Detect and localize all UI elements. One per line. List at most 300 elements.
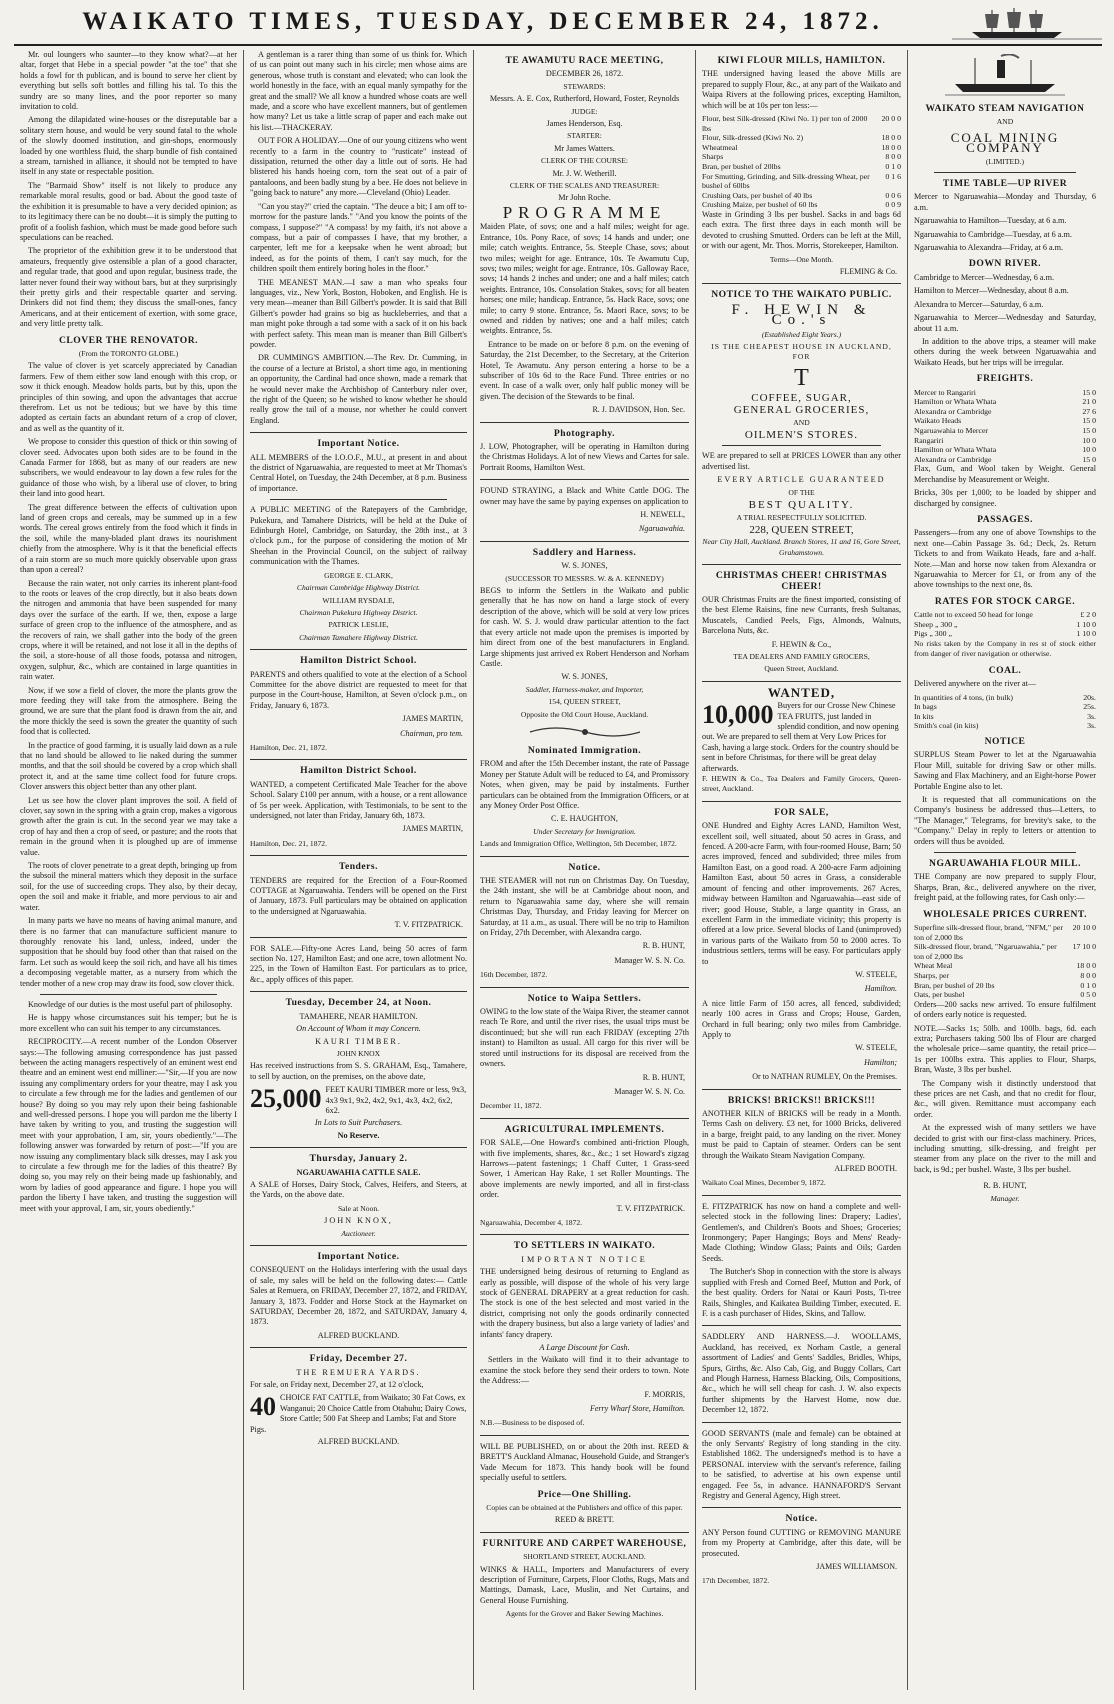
divider xyxy=(702,681,901,682)
price-row xyxy=(914,981,1096,991)
article-paragraph: The "Barmaid Show" itself is not likely to produce any remarkable moral results, good or bad. About the good taste of the exhibition it is presumable to have a very decided opinion; as to its legitimacy there can be no doubt—it is simply the putting to profit of a foolish fashion, which must be made good before such speculations can be reached. xyxy=(20,180,237,242)
article-paragraph: A gentleman is a rarer thing than some of us think for. Which of us can point out many such in his circle; men whose aims are generous, whose truth is constant and elevated; who can look the world honestly in the face, with an equal manly sympathy for the great and the small? We all know a hundred whose coats are well made, and a score who have excellent manners, but of gentlemen how many? Let us take a little scrap of paper and each make out his list.—THACKERAY. xyxy=(250,50,467,132)
divider xyxy=(250,991,467,992)
officials-label: CLERK OF THE COURSE: xyxy=(541,156,628,166)
distinct-note: The Company wish it distinctly understood that these prices are net Cash, and that no credit for flour, &c., will given. Remittance must accompany each order. xyxy=(914,1078,1096,1119)
auction-place: TAMAHERE, NEAR HAMILTON. xyxy=(299,1011,418,1021)
freights-heading: FREIGHTS. xyxy=(976,373,1034,385)
auction-lots: In Lots to Suit Purchasers. xyxy=(314,1118,403,1128)
freight-row xyxy=(914,426,1096,436)
article-paragraph: The roots of clover penetrate to a great depth, bringing up from the subsoil the mineral matters which they deposit in the surface soil, for the use of succeeding crops. They also, by their decay, open the soil and make it friable, and more pervious to air and water. xyxy=(20,861,237,912)
signature: GEORGE E. CLARK, xyxy=(324,570,393,580)
furniture-text: WINKS & HALL, Importers and Manufacturers of every description of Furniture, Carpets, Floor Cloths, Rugs, Mats and Mattings, Damask, Lace, Muslin, and Net Curtains, and General House Furnishing. xyxy=(480,1564,689,1605)
kiwi-text: THE undersigned having leased the above Mills are prepared to supply Flour, &c., at any part of the Waikato and Waipa Rivers at the following prices, excepting Hamilton, which will be at 10s per ton less:— xyxy=(702,69,901,110)
article-paragraph: Let us see how the clover plant improves the soil. A field of clover, say sown in the spring with a grain crop, makes a vigorous growth after the grain is cut. In the second year we may take a crop of hay and then a crop of seed, or pasture; and the roots that remain in the ground when it is ploughed up are of immense value. xyxy=(20,795,237,857)
xmas-text: OUR Christmas Fruits are the finest imported, consisting of the best Eleme Raisins, fine new Currants, fresh Sultanas, Muscatels, Candied Peels, Figs, Almonds, Walnuts, Barcelona Nuts, &c. xyxy=(702,594,901,636)
saddlery-successor: (SUCCESSOR TO MESSRS. W. & A. KENNEDY) xyxy=(505,573,664,583)
settlers-heading: TO SETTLERS IN WAIKATO. xyxy=(513,1240,656,1252)
divider xyxy=(702,801,901,802)
hewin-initial: T xyxy=(794,364,809,391)
divider xyxy=(250,855,467,856)
ship-icon xyxy=(952,6,1102,40)
stray-text: FOUND STRAYING, a Black and White Cattle DOG. The owner may have the same by paying expenses on application to xyxy=(480,486,689,506)
price-row-price: 0 5 0 xyxy=(1080,990,1096,1000)
notice-text: SURPLUS Steam Power to let at the Ngaruawahia Flour Mill, suitable for driving Saw or other mills. Sawing and Flax Machinery, and an Eight-horse Power Portable Engine also to let. xyxy=(914,750,1096,791)
masthead-title: WAIKATO TIMES, TUESDAY, DECEMBER 24, 1872. xyxy=(82,8,884,35)
school-heading: Hamilton District School. xyxy=(300,765,417,777)
divider xyxy=(934,852,1076,853)
timetable-heading: TIME TABLE—UP RIVER xyxy=(942,178,1068,190)
woollams-text: SADDLERY AND HARNESS.—J. WOOLLAMS, Auckland, has received, ex Norham Castle, a general assortment of Ladies' and Gents' Saddles, Bridles, Whips, Spurs, Girths, &c. Also Cab, Gig, and Buggy Collars, Cart and Plough Harness, Harness Blacking, Oils, Compositions, &c., which he will sell cheap for cash. J. W. also expects further shipments by the Harvest Home, now due. December 12, 1872. xyxy=(702,1332,901,1415)
article-paragraph: DR CUMMING'S AMBITION.—The Rev. Dr. Cumming, in the course of a lecture at Bristol, a short time ago, in mentioning an opportunity, the Cardinal had once shown, made a remark that he would never make the Archbishop of Canterbury ruler over, the right of the Queen; so he wished to know whether he should really grow the tail of a mouse, nor whether he could convert England. xyxy=(250,353,467,425)
waipa-text: OWING to the low state of the Waipa River, the steamer cannot reach Te Rore, and until the river rises, the usual trips must be discontinued; but she will run each FRIDAY (excepting 27th instant) to Hamilton as usual. All cargo for this river will be stored until instructions for its disposal are received from the owners. xyxy=(480,1007,689,1069)
freight-row-label: Ngaruawahia to Mercer xyxy=(914,425,989,435)
article-paragraph: RECIPROCITY.—A recent number of the London Observer says:—The following amusing correspondence has just passed between the acting managers respectively of an eminent west end theatre and an eminent west end milliner:—"Sir,—If you are now issuing any complimentary orders for your theatre, may I ask you to circulate a few through me for the ladies and gentlemen of our house? By doing so you may rely upon their being fashionable and well-dressed persons. I hope you will pardon me the liberty I have taken by writing to you, and trusting the suggestion will meet with your approbation, I am, sir, yours obediently."—The following answer was forwarded by return of post:—"If you are now issuing any complimentary black silk dresses, may I ask you to circulate a few through me for the ladies of this theatre? By doing so, you may rely on their being made up fashionably, and worn by ladies of good appearance and figure. I hope you will pardon the liberty I have taken, and trusting the suggestion will meet with your approval, I am, sir, yours obediently." xyxy=(20,1037,237,1213)
hewin-guarantee: EVERY ARTICLE GUARANTEED xyxy=(717,475,886,485)
discount-line: A Large Discount for Cash. xyxy=(539,1343,630,1353)
signature-role: Chairman Pukekura Highway District. xyxy=(299,607,418,617)
hewin-prices: WE are prepared to sell at PRICES LOWER than any other advertised list. xyxy=(702,451,901,471)
price-row-price: 17 10 0 xyxy=(1072,942,1096,952)
kiwi-row-label: For Smutting, Grinding, and Silk-dressing Wheat, per bushel of 60lbs xyxy=(702,171,870,191)
address: Ferry Wharf Store, Hamilton. xyxy=(589,1404,685,1414)
stock-row xyxy=(914,620,1096,630)
signature: W. S. JONES, xyxy=(561,672,608,682)
signature: F. HEWIN & Co., xyxy=(771,639,832,649)
officials-label: STEWARDS: xyxy=(563,81,606,91)
gristing-note: At the expressed wish of many settlers we have decided to grist with our first-class machinery. Prices, including smutting, silk-dressing, and freight per steamer from any place on the river to the mill and back, is 9d.; per bushel. Waste, 3 lbs per bushel. xyxy=(914,1123,1096,1174)
bricks-text: ANOTHER KILN of BRICKS will be ready in a Month. Terms Cash on delivery. £3 net, for 1000 Bricks, delivered in a barge, freight paid, to any landing on the river. Money must be paid to Captain of steamer. Orders can be sent through the Waikato Steam Navigation Company. xyxy=(702,1109,901,1160)
school-text: WANTED, a competent Certificated Male Teacher for the above School. Salary £100 per annum, with a house, or a rent allowance of 5s per week. Application, with Testimonials, to be sent to the undersigned, not later than Friday, January 6th, 1873. xyxy=(250,779,467,820)
passages-heading: PASSAGES. xyxy=(977,513,1033,525)
dateline: Hamilton, Dec. 21, 1872. xyxy=(250,838,327,848)
hewin-branches: Near City Hall, Auckland. Branch Stores, 11 and 16, Gore Street, Grahamstown. xyxy=(702,537,901,557)
divider xyxy=(480,856,689,857)
price-row xyxy=(914,942,1096,961)
sacks-note: NOTE.—Sacks 1s; 50lb. and 100lb. bags, 6d. each extra; Purchasers taking 500 lbs of Flour are charged the wholesale price—same quantity, the retail price—1s per 100lbs extra. This applies to Flour, Sharps, Bran, Waste, 3 lbs per bushel. xyxy=(914,1023,1096,1075)
dateline: 17th December, 1872. xyxy=(702,1576,770,1586)
coal-row-label: In bags xyxy=(914,702,937,712)
kiwi-row xyxy=(702,133,901,143)
price-note: Copies can be obtained at the Publishers and office of this paper. xyxy=(486,1502,683,1512)
timetable-entry: Ngaruawahia to Mercer—Wednesday and Saturday, about 11 a.m. xyxy=(914,313,1096,333)
timetable-entry: Mercer to Ngaruawahia—Monday and Thursday, 6 a.m. xyxy=(914,192,1096,212)
forsale-text: ONE Hundred and Eighty Acres LAND, Hamilton West, excellent soil, well situated, about 50 acres in Grass, and fenced. A 200-acre Farm, with four-roomed House, Barn; 50 acres improved, fenced and subdivided; three miles from Hamilton East, on a good road. A 200-acre Farm adjoining Hamilton East, about 50 acres in Grass, a considerable amount of fencing and other improvements. 267 Acres, midway between Hamilton and Ngaruawahia—east side of river; good House, Stable, a large quantity in Grass, an excellent Farm in the immediate vicinity; this property is offered at a low price. Several blocks of Land (unimproved) in various parts of the Waikato from 50 to 2000 acres. To industrious settlers, terms will be easy. For particulars apply to xyxy=(702,821,901,966)
kiwi-row-label: Flour, best Silk-dressed (Kiwi No. 1) per ton of 2000 lbs xyxy=(702,114,868,133)
coal-row-price: 25s. xyxy=(1083,702,1096,712)
officials-label: STARTER: xyxy=(567,131,602,141)
stock-row-label: Pigs „ 300 „ xyxy=(914,629,952,639)
auctioneer-role: Auctioneer. xyxy=(341,1228,376,1238)
notice-heading: Important Notice. xyxy=(317,438,400,450)
divider xyxy=(934,172,1076,173)
flour-heading: NGARUAWAHIA FLOUR MILL. xyxy=(929,858,1081,869)
hewin-cheapest: IS THE CHEAPEST HOUSE IN AUCKLAND, FOR xyxy=(711,342,892,362)
kiwi-row-price: 0 1 6 xyxy=(885,171,901,181)
article-paragraph: Because the rain water, not only carries its inherent plant-food to the roots or leaves of the crop directly, but it also beats down the nitrogen and ammonia that have been suspended for many days over the surface of the earth. If we, then, expose a large surface of green crop to the influence of the atmosphere, and as the recovers of rain, we shall gather into the body of the green crops, where it will be retained, and not lose it all in the depths of the soil, a store-house of all those foods, potassa and nitrogen, oxygen, sulphur, &c., which are contained in large quantities in rain water. xyxy=(20,578,237,682)
programme-heading: PROGRAMME xyxy=(502,202,667,222)
race-date: DECEMBER 26, 1872. xyxy=(545,69,624,79)
price-row-price: 8 0 0 xyxy=(1080,971,1096,980)
dateline: Ngaruawahia, December 4, 1872. xyxy=(480,1217,583,1227)
cattle-heading: NGARUAWAHIA CATTLE SALE. xyxy=(296,1167,421,1177)
saddlery-text: BEGS to inform the Settlers in the Waikato and public generally that he has now on hand a large stock of every description of the above, which will be sold at very low prices for cash. W. S. J. would draw particular attention to the fact that every article not made upon the premises is imported by him direct from one of the best manufacturers in England. Large shipments just arrived ex Robert Henderson and Norham Castle. xyxy=(480,586,689,668)
remuera-heading: THE REMUERA YARDS. xyxy=(296,1367,421,1377)
hewin-notice-heading: NOTICE TO THE WAIKATO PUBLIC. xyxy=(711,289,892,301)
clover-heading: CLOVER THE RENOVATOR. xyxy=(58,334,199,346)
hewin-trial: A TRIAL RESPECTFULLY SOLICITED. xyxy=(736,512,867,522)
timetable-heading: DOWN RIVER. xyxy=(968,258,1042,270)
price-row-price: 18 0 0 xyxy=(1076,961,1096,971)
freight-row xyxy=(914,436,1096,446)
important-notice: IMPORTANT NOTICE xyxy=(521,1254,648,1264)
signature: REED & BRETT. xyxy=(554,1515,615,1525)
article-paragraph: OUT FOR A HOLIDAY.—One of our young citizens who went recently to a farm in the country to "rusticate" instead of dissipation, returned the other day a little out of sorts. He had blistered his hands hoeing corn, torn the seat out of a pair of pantaloons, and been badly stung by a bee. He does not believe in "going back to nature" any more.—Cleveland (Ohio) Leader. xyxy=(250,136,467,198)
agri-heading: AGRICULTURAL IMPLEMENTS. xyxy=(504,1123,665,1135)
dateline: Lands and Immigration Office, Wellington, 5th December, 1872. xyxy=(480,839,677,849)
kiwi-row-price: 18 0 0 xyxy=(881,133,901,143)
kiwi-row-label: Crushing Maize, per bushel of 60 lbs xyxy=(702,200,818,210)
fitzpatrick-text: E. FITZPATRICK has now on hand a complete and well-selected stock in the following lines: Drapery; Ladies', Gentlemen's, and Children's Boots and Shoes; Groceries; Ironmongery; Paper Hangings; Boys and Mens' Ready-Made Clothing; Window Glass; Paints and Oils; Garden Seeds. xyxy=(702,1201,901,1263)
notice-text: ANY Person found CUTTING or REMOVING MANURE from my Property at Cambridge, after this date, will be prosecuted. xyxy=(702,1527,901,1558)
article-paragraph: Among the dilapidated wine-houses or the disreputable bar a solitary stern house, and would be very sound fatal to the whole of the slowly doomed institution, and gin-shops, enormously loaded by one worthless fluid, the sharp bundle of fish contained a stream, tarnished in alliance, it should not be tempted to have itself in any state or respectable position. xyxy=(20,115,237,177)
signature: PATRICK LESLIE, xyxy=(328,620,389,630)
auction-heading: Tuesday, December 24, at Noon. xyxy=(285,997,432,1009)
signature: C. E. HAUGHTON, xyxy=(551,814,618,824)
officials-value: Mr. J. W. Wetherill. xyxy=(552,168,617,178)
freight-row xyxy=(914,397,1096,407)
stock-heading: RATES FOR STOCK CARGE. xyxy=(934,595,1076,607)
kiwi-heading: KIWI FLOUR MILLS, HAMILTON. xyxy=(717,55,886,66)
auction-quantity-text: FEET KAURI TIMBER more or less, 9x3, 4x3 9x1, 9x2, 4x2, 9x1, 4x3, 4x2, 6x2, 6x2. xyxy=(325,1085,467,1115)
freight-row-price: 21 0 xyxy=(1082,397,1096,407)
kiwi-row xyxy=(702,143,901,153)
freight-row xyxy=(914,455,1096,465)
xmas-heading: CHRISTMAS CHEER! CHRISTMAS CHEER! xyxy=(715,570,888,592)
coal-row-label: In kits xyxy=(914,711,934,721)
servants-text: GOOD SERVANTS (male and female) can be obtained at the only Servants' Registry of long standing in the city. Established 1862. The undersigned's method is to have a PERSONAL interview with the servant's reference, failing to be satisfied, to advertise at his own expense until engaged. Fee 5s, in advance. HANNAFORD'S Servant Registry and General Agency, High street. xyxy=(702,1428,901,1500)
signature: FLEMING & Co. xyxy=(839,267,897,276)
tenders-heading: Tenders. xyxy=(338,861,379,873)
coal-row xyxy=(914,721,1096,731)
hewin-groceries: GENERAL GROCERIES, xyxy=(733,404,870,417)
divider xyxy=(480,1532,689,1533)
divider xyxy=(702,1325,901,1326)
hewin-oilmen: OILMEN'S STORES. xyxy=(744,429,859,442)
price-row xyxy=(914,923,1096,942)
notice-text: ALL MEMBERS of the I.O.O.F., M.U., at present in and about the district of Ngaruawahia, are requested to meet at Mr Thomas's Central Hotel, on Tuesday, the 24th December, at 8 p.m. Business of importance. xyxy=(250,452,467,493)
freight-row-price: 15 0 xyxy=(1082,425,1096,435)
wanted-heading: WANTED, xyxy=(767,684,836,700)
stock-note: No risks taken by the Company in res st of stock either from danger of river navigation or otherwise. xyxy=(914,638,1096,659)
photography-text: J. LOW, Photographer, will be operating in Hamilton during the Christmas Holidays. A lot of new Views and Cartes for sale. Portrait Rooms, Hamilton West. xyxy=(480,442,689,472)
programme-text: Entrance to be made on or before 8 p.m. on the evening of Saturday, the 21st December, to the Secretary, at the Criterion Hotel, Te Awamutu. Any person entering a horse to be a subscriber of 10s 6d to the Race Fund. Three entries or no event. In case of a walk over, only half public money will be given. The decision of the Stewards to be final. xyxy=(480,339,689,401)
coal-row xyxy=(914,693,1096,703)
divider xyxy=(480,1234,689,1235)
notice-heading: Important Notice. xyxy=(317,1251,400,1262)
hewin-name: F. HEWIN & Co.'s xyxy=(731,301,872,329)
cattle-text: A SALE of Horses, Dairy Stock, Calves, Heifers, and Steers, at the Yards, on the above date. xyxy=(250,1179,467,1200)
coal-row-price: 20s. xyxy=(1083,692,1096,702)
signature: T. V. FITZPATRICK. xyxy=(394,920,463,930)
photography-heading: Photography. xyxy=(553,427,616,439)
signature-role: Manager W. S. N. Co. xyxy=(614,1086,685,1096)
auction-reserve: No Reserve. xyxy=(337,1130,380,1140)
auction-quantity: 25,000 xyxy=(250,1084,322,1114)
article-paragraph: He is happy whose circumstances suit his temper; but he is more excellent who can suit his temper to any circumstances. xyxy=(20,1013,237,1033)
signature: R. B. HUNT, xyxy=(642,1072,685,1082)
hewin-address: 228, QUEEN STREET, xyxy=(749,523,854,536)
signature: ALFRED BUCKLAND. xyxy=(317,1437,400,1447)
trips-text: In addition to the above trips, a steamer will make others during the week between Ngaruawahia and Waikato Heads, but her trips will be irregular. xyxy=(914,336,1096,367)
signature-alt: Or to NATHAN RUMLEY, On the Premises. xyxy=(752,1072,897,1082)
freight-row-label: Hamilton or Whata Whata xyxy=(914,445,997,455)
divider xyxy=(250,432,467,433)
signature: W. STEELE, xyxy=(855,969,897,979)
kiwi-row-price: 0 0 6 xyxy=(885,190,901,200)
cattle-note: Sale at Noon. xyxy=(337,1203,380,1213)
signature: F. HEWIN & Co., Tea Dealers and Family Grocers, Queen-street, Auckland. xyxy=(702,774,901,794)
kiwi-row-price: 0 0 9 xyxy=(885,200,901,210)
masthead xyxy=(14,6,1102,46)
stock-table xyxy=(914,610,1096,639)
timetable-entry: Cambridge to Mercer—Wednesday, 6 a.m. xyxy=(914,272,1054,282)
divider xyxy=(480,541,689,542)
tenders-text: TENDERS are required for the Erection of a Four-Roomed COTTAGE at Ngaruawahia. Tenders will be opened on the First of January, 1873. Full particulars may be obtained on application to the undersigned at Ngaruawahia. xyxy=(250,875,467,916)
kiwi-text: Waste in Grinding 3 lbs per bushel. Sacks in and bags 6d each extra. The first three days in each month will be devoted to crushing Smutted. Orders can be left at the Mill, or with our agent, Mr. Thos. Morris, Storekeeper, Hamilton. xyxy=(702,209,901,251)
hewin-and: AND xyxy=(793,417,810,427)
price-row xyxy=(914,990,1096,1000)
school-text: PARENTS and others qualified to vote at the election of a School Committee for the above district are requested to meet for that purpose in the Court-house, Hamilton, at Seven o'clock p.m., on Friday, January 6, 1873. xyxy=(250,669,467,710)
timetable-entry: Alexandra to Mercer—Saturday, 6 a.m. xyxy=(914,299,1044,309)
freight-row-label: Rangariri xyxy=(914,435,944,445)
auctioneer-name: JOHN KNOX xyxy=(336,1048,381,1058)
timetable-entry: Ngaruawahia to Alexandra—Friday, at 6 a.m. xyxy=(914,243,1064,253)
forsale-text: FOR SALE.—Fifty-one Acres Land, being 50 acres of farm section No. 127, Hamilton East; and one acre, town allotment No. 225, in the Town of Hamilton East. For particulars as to price, &c., apply offices of this paper. xyxy=(250,943,467,984)
divider xyxy=(250,649,467,650)
price-row-label: Silk-dressed flour, brand, "Ngaruawahia," per ton of 2,000 lbs xyxy=(914,942,1057,961)
settlers-text: THE undersigned being desirous of returning to England as early as possible, will dispose of the whole of his very large stock of GENERAL DRAPERY at a great reduction for cash. The stock is one of the best selected and most varied in the district, comprising not only the goods ordinarily connected with the drapery business, but also a large variety of ladies' and infants' fancy drapery. xyxy=(480,1267,689,1339)
divider xyxy=(250,1347,467,1348)
passages-text: Passengers—from any one of above Townships to the next one—Cabin Passage 3s. 6d.; Deck, 2s. Return Tickets to and from Waikato Heads, fare and a-half. Note.—Man and horse now taken from Alexandra or Ngaruawahia to Mercer for £1, or from any of the above townships to the next one, 8s. xyxy=(914,528,1096,590)
article-paragraph: Knowledge of our duties is the most useful part of philosophy. xyxy=(28,999,233,1009)
ornament-icon xyxy=(525,724,645,740)
school-heading: Hamilton District School. xyxy=(300,655,417,667)
article-paragraph: In many parts we have no means of having animal manure, and there is no farmer that can manufacture sufficient manure to thoroughly renovate his land, unless, indeed, under the supposition that he should buy food other than that raised on the farm. Let such as would keep the soil rich, and have all his times a decomposing vegetable matter, as a nursery from which the tender mother of a new crop may draw its food, sow clover thick. xyxy=(20,916,237,988)
signature: H. NEWELL, xyxy=(640,510,685,520)
price-row-label: Wheat Meal xyxy=(914,961,953,971)
freight-row xyxy=(914,407,1096,417)
price-row-price: 20 10 0 xyxy=(1072,923,1096,933)
immigration-heading: Nominated Immigration. xyxy=(527,744,642,756)
dateline: 16th December, 1872. xyxy=(480,970,548,980)
coal-row-price: 3s. xyxy=(1087,721,1096,731)
divider xyxy=(250,759,467,760)
signature-place: Ngaruawahia. xyxy=(638,524,685,534)
column-4 xyxy=(696,50,908,1690)
freight-row-price: 15 0 xyxy=(1082,416,1096,426)
signature-role: Under Secretary for Immigration. xyxy=(533,826,636,836)
kiwi-row-label: Sharps xyxy=(702,152,724,162)
signature-role: TEA DEALERS AND FAMILY GROCERS, xyxy=(733,651,870,661)
wanted-text: Buyers for our Crosse New Chinese TEA FRUITS, just landed in splendid condition, and now opening out. We are prepared to sell them at Very Low Prices for Cash, having a large stock. Orders for the country should be sent in before Christmas, for there will be great delay afterwards. xyxy=(702,701,899,773)
farm-text: A nice little Farm of 150 acres, all fenced, subdivided; nearly 100 acres in Grass and Crops; House, Garden, Orchard in full bearing; only two miles from Cambridge. Apply to xyxy=(702,998,901,1039)
dateline: Waikato Coal Mines, December 9, 1872. xyxy=(702,1178,826,1188)
auction-heading: Friday, December 27. xyxy=(309,1353,408,1365)
divider xyxy=(250,937,467,938)
saddlery-heading: Saddlery and Harness. xyxy=(532,546,637,558)
divider xyxy=(480,1435,689,1436)
signature-role: Manager W. S. N. Co. xyxy=(614,955,685,965)
timetable-entry: Ngaruawahia to Cambridge—Tuesday, at 6 a.m. xyxy=(914,229,1072,239)
hewin-of: OF THE xyxy=(788,487,815,497)
notice-heading: Notice. xyxy=(785,1513,818,1525)
notice-heading: NOTICE xyxy=(984,735,1026,747)
bricks-heading: BRICKS! BRICKS!! BRICKS!!! xyxy=(727,1094,876,1106)
meeting-text: A PUBLIC MEETING of the Ratepayers of the Cambridge, Pukekura, and Tamahere Districts, will be held at the Duke of Edinburgh Hotel, Cambridge, on Saturday, the 28th inst., at 3 o'clock p.m., for the purpose of considering the motion of Mr Sheehan in the Provincial Council, on the subject of railway communication with the Thames. xyxy=(250,505,467,567)
address: SHORTLAND STREET, AUCKLAND. xyxy=(523,1552,646,1562)
officials-value: Mr James Watters. xyxy=(554,143,615,153)
bricks-note: Bricks, 30s per 1,000; to be loaded by shipper and discharged by consignee. xyxy=(914,488,1096,508)
article-paragraph: THE MEANEST MAN.—I saw a man who speaks four languages, viz., New York, Boston, Hoboken, and English. He is very mean—meaner than Bill Gilbert's powder. It is said that Bill Gilbert's powder had grains so big as huckleberries, and that a man might poke through a tad some with a sack of it on his back with perfect safety. This mean man is meaner than Bill Gilbert's powder. xyxy=(250,277,467,349)
prices-note: Orders—200 sacks new arrived. To ensure fulfilment of orders early notice is requested. xyxy=(914,999,1096,1020)
freight-row-label: Alexandra or Cambridge xyxy=(914,406,992,416)
clover-source: (From the TORONTO GLOBE.) xyxy=(78,348,179,358)
stock-row xyxy=(914,610,1096,620)
notice-text: CONSEQUENT on the Holidays interfering with the usual days of sale, my sales will be held on the following dates:— Cattle Sales at Remuera, on FRIDAY, December 27, 1872, and FRIDAY, January 3, 1873. Fodder and Horse Stock at the Haymarket on SATURDAY, December 28, 1872, and SATURDAY, January 4, 1873. xyxy=(250,1265,467,1327)
company-heading: WAIKATO STEAM NAVIGATION xyxy=(925,103,1085,114)
signature: WILLIAM RYSDALE, xyxy=(322,595,395,605)
hewin-coffee: COFFEE, SUGAR, xyxy=(751,391,852,404)
stock-row-label: Cattle not to exceed 50 head for longe xyxy=(914,610,1033,620)
morris-note: N.B.—Business to be disposed of. xyxy=(480,1418,585,1428)
notice-text: It is requested that all communications on the Company's business be addressed thus—Letters, to "The Manager," Telegrams, for brevity's sake, to the "Company." Delay in reply to letters or attention to orders will thus be avoided. xyxy=(914,794,1096,846)
divider xyxy=(702,1089,901,1090)
kiwi-row-price: 0 1 0 xyxy=(885,162,901,171)
kiwi-row-label: Bran, per bushel of 20lbs xyxy=(702,162,781,171)
price-row-label: Bran, per bushel of 20 lbs xyxy=(914,980,995,990)
coal-table xyxy=(914,693,1096,731)
price-row-label: Oats, per bushel xyxy=(914,990,965,1000)
furniture-agents: Agents for the Grover and Baker Sewing Machines. xyxy=(505,1609,664,1619)
address: Opposite the Old Court House, Auckland. xyxy=(520,709,649,719)
forsale-heading: FOR SALE, xyxy=(774,806,829,818)
remuera-items: CHOICE FAT CATTLE, from Waikato; 30 Fat Cows, ex Wanganui; 20 Choice Cattle from Otahuhu; Dairy Cows, Store Cattle; 500 Fat Sheep and Lambs; Fat and Store Pigs. xyxy=(250,1393,467,1434)
column-1 xyxy=(14,50,244,1690)
divider xyxy=(480,479,689,480)
coal-row-price: 3s. xyxy=(1087,711,1096,721)
freight-row xyxy=(914,388,1096,398)
stock-row-price: £ 2 0 xyxy=(1080,610,1096,620)
divider xyxy=(702,564,901,565)
prices-heading: WHOLESALE PRICES CURRENT. xyxy=(923,908,1087,920)
auction-title: KAURI TIMBER. xyxy=(315,1036,402,1046)
signature: R. B. HUNT, xyxy=(642,941,685,951)
divider xyxy=(480,422,689,423)
officials-value: Mr John Roche. xyxy=(558,193,611,203)
signature: JAMES WILLIAMSON. xyxy=(816,1562,897,1572)
price-row-label: Superfine silk-dressed flour, brand, "NFM," per ton of 2,000 lbs xyxy=(914,923,1063,942)
address: 154, QUEEN STREET, xyxy=(548,697,621,707)
article-paragraph: "Can you stay?" cried the captain. "The deuce a bit; I am off to-morrow for the pasture lands." "And you know the points of the compass, I suppose?" "A compass! by my faith, it's not above a compass, but a pair of compasses I have, that my brother, a carpenter, left me for a keepsake when he went abroad; but indeed, as for the points of them, I can't say much, for the children spoilt them entirely boring holes in the floor." xyxy=(250,201,467,274)
kiwi-price-table xyxy=(702,114,901,210)
kiwi-row xyxy=(702,172,901,191)
agri-text: FOR SALE,—One Howard's combined anti-friction Plough, with five implements, shares, &c., &c.; 1 set Howard's zigzag Harrows—patent fastenings; 1 Chaff Cutter, 1 Grass-seed Sower, 1 American Hay Rake, 1 set Roller Mountings. The above implements are newly imported, and all in first-class order. xyxy=(480,1138,689,1200)
officials-value: James Henderson, Esq. xyxy=(546,119,623,129)
signature: ALFRED BUCKLAND. xyxy=(317,1330,400,1340)
signature: R. J. DAVIDSON, Hon. Sec. xyxy=(592,405,685,415)
divider xyxy=(250,1245,467,1246)
notice-heading: Notice. xyxy=(568,861,601,873)
signature-role: Chairman Tamahere Highway District. xyxy=(299,632,418,642)
auction-text: Has received instructions from S. S. GRAHAM, Esq., Tamahere, to sell by auction, on the premises, on the above date, xyxy=(250,1061,467,1081)
kiwi-row xyxy=(702,200,901,210)
remuera-text: For sale, on Friday next, December 27, at 12 o'clock, xyxy=(250,1380,424,1390)
coal-row xyxy=(914,712,1096,722)
address: Queen Street, Auckland. xyxy=(764,664,839,674)
flour-text: THE Company are now prepared to supply Flour, Sharps, Bran, &c., delivered anywhere on the river, freight paid, at the following rates, for Cash only:— xyxy=(914,872,1096,903)
divider xyxy=(480,987,689,988)
wanted-number: 10,000 xyxy=(702,700,774,730)
coal-heading: COAL. xyxy=(988,664,1022,676)
kiwi-row xyxy=(702,191,901,201)
divider xyxy=(702,1422,901,1423)
prices-table xyxy=(914,923,1096,1000)
signature-role: Saddler, Harness-maker, and Importer, xyxy=(525,684,644,694)
company-and: AND xyxy=(996,117,1014,127)
freight-note: Flax, Gum, and Wool taken by Weight. General Merchandise by Measurement or Weight. xyxy=(914,464,1096,484)
company-name: COAL MINING COMPANY xyxy=(950,129,1060,156)
fitzpatrick-text: The Butcher's Shop in connection with the store is always supplied with Fresh and Corned Beef, Mutton and Pork, of the best quality. Orders for Natai or Kauri Posts, Ti-tree Rails, Shingles, and Kaikatea Building Timber, executed. E. F. is a cash purchaser of Hides, Skins, and Tallow. xyxy=(702,1267,901,1318)
stock-row-price: 1 10 0 xyxy=(1076,619,1096,629)
signature-place: Hamilton; xyxy=(864,1057,897,1067)
freights-table xyxy=(914,388,1096,465)
auction-heading: Thursday, January 2. xyxy=(309,1153,408,1165)
steamer-text: THE STEAMER will not run on Christmas Day. On Tuesday, the 24th instant, she will be at Cambridge about noon, and return to Ngaruawahia same day, where she will remain Christmas Day, Thursday, and Friday leaving for Mercer on Saturday, at 11 a.m., as usual. There will be no trip to Hamilton on Friday, 27th December, with Alexandra cargo. xyxy=(480,876,689,938)
signature-role: Chairman Cambridge Highway District. xyxy=(296,583,421,593)
article-paragraph: The proprietor of the exhibition grew it to be understood that amateurs, frequently give ostensible a plan of a good character, and regular trade, that good and upon regular, business trade, the latter never found their way without bars, but at they surprisingly their pretty girls and their respectable quarter and serving. Drinkers did not find them; they discuss the small-ones, fancy Americans, and at their enticement of exertion, with some grace, and very little pretty talk. xyxy=(20,246,237,329)
race-heading: TE AWAMUTU RACE MEETING, xyxy=(505,55,664,66)
waipa-heading: Notice to Waipa Settlers. xyxy=(527,992,642,1004)
signature-role: Manager. xyxy=(990,1193,1020,1203)
coal-row-label: In quantities of 4 tons, (in bulk) xyxy=(914,692,1013,702)
stock-row xyxy=(914,629,1096,639)
freight-row-label: Waikato Heads xyxy=(914,416,962,426)
signature-role: Chairman, pro tem. xyxy=(400,728,463,738)
price-row xyxy=(914,971,1096,981)
programme-text: Maiden Plate, of sovs; one and a half miles; weight for age. Entrance, 10s. Pony Race, of sovs; 14 hands and under; one mile; catch weights. Entrance, 5s. Steeple Chase, sovs; about two miles; weight for age. Entrance, 10s. Te Awamutu Cup, sovs; two miles; weight for age. Entrance, 10s. Galloway Race, sovs; 14 hands 2 inches and under; one and a half miles; catch weights. Entrance, 10s. Consolation Stakes, sovs; for all beaten horses; one mile; handicap. Entrance, 5s. Hack Race, sovs; one mile; to carry 9 stone. Entrance, 5s. Maori Race, sovs; to be owned and ridden by natives; one and a half miles; catch weights. Entrance, 5s. xyxy=(480,222,689,336)
price-heading: Price—One Shilling. xyxy=(537,1488,632,1500)
saddlery-name: W. S. JONES, xyxy=(561,561,608,571)
dateline: December 11, 1872. xyxy=(480,1101,542,1111)
article-paragraph: Now, if we sow a field of clover, the more the plants grow the more feeding they will take from the atmosphere. Being the ground, we are sure that the plant food is drawn from the air, and the more thickly the seed is sown the greater the quantity of such food that is collected. xyxy=(20,685,237,737)
divider xyxy=(722,445,881,446)
column-3 xyxy=(474,50,696,1690)
price-row-label: Sharps, per xyxy=(914,971,950,980)
timetable-entry: Ngaruawahia to Hamilton—Tuesday, at 6 a.m. xyxy=(914,216,1067,226)
signature-place: Hamilton. xyxy=(864,984,897,994)
immigration-text: FROM and after the 15th December instant, the rate of Passage Money per Statute Adult will be reduced to £4, and Promissory Notes, when given, may be paid by instalments. Further particulars can be obtained from the Immigration Officers, or at any Money Order Post Office. xyxy=(480,759,689,810)
freight-row xyxy=(914,445,1096,455)
almanac-text: WILL BE PUBLISHED, on or about the 20th inst. REED & BRETT'S Auckland Almanac, Household Guide, and Stranger's Vade Mecum for 1873. This handy book will be found specially useful to settlers. xyxy=(480,1441,689,1483)
price-row-price: 0 1 0 xyxy=(1080,980,1096,990)
divider xyxy=(40,994,217,995)
kiwi-row-label: Flour, Silk-dressed (Kiwi No. 2) xyxy=(702,133,804,143)
divider xyxy=(702,283,901,284)
officials-label: JUDGE: xyxy=(571,106,598,116)
company-limited: (LIMITED.) xyxy=(985,156,1025,166)
column-2 xyxy=(244,50,474,1690)
